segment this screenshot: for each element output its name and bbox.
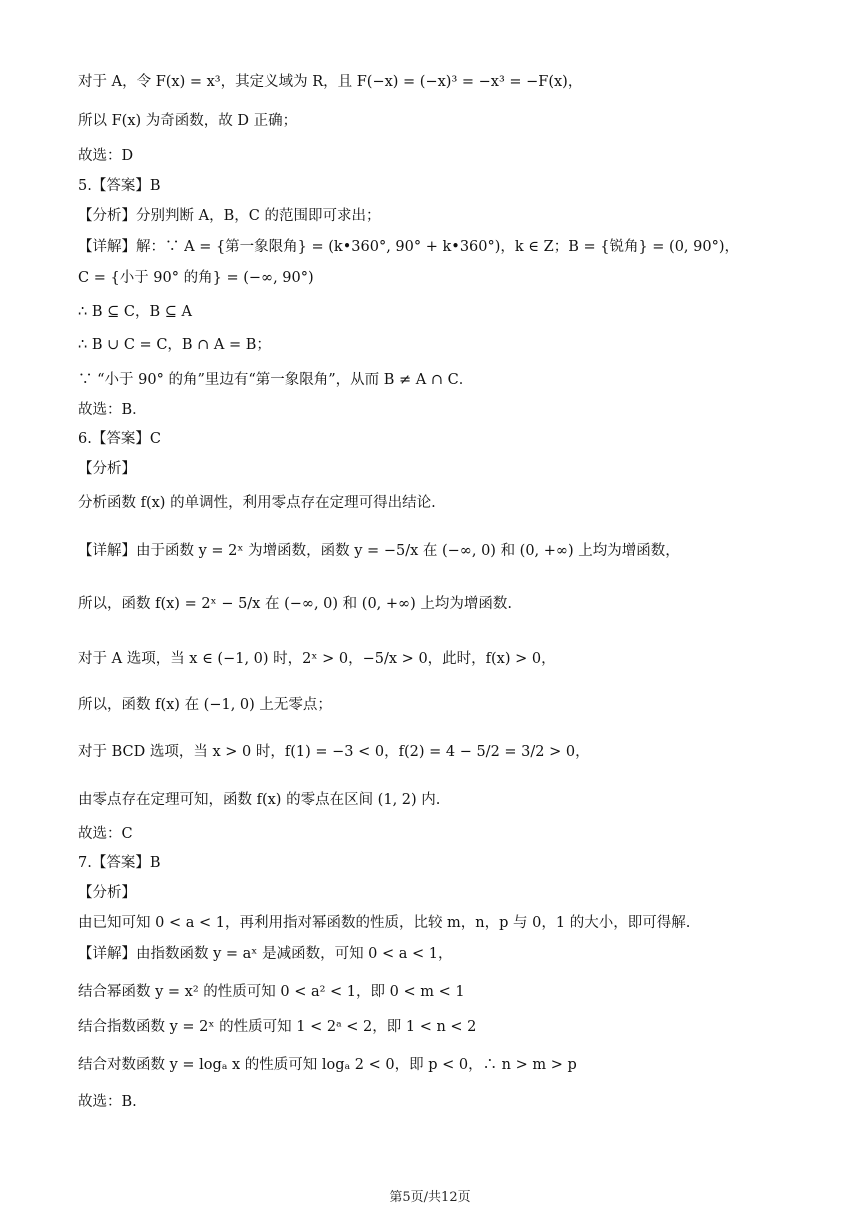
- text-line: 故选：D: [78, 148, 134, 164]
- text-line: 由零点存在定理可知，函数 f(x) 的零点在区间 (1, 2) 内.: [78, 792, 441, 808]
- text-line: 对于 A 选项，当 x ∈ (−1, 0) 时，2ˣ > 0，−5/x > 0，此时，f(x) > 0，: [78, 651, 556, 667]
- text-line: 故选：B.: [78, 1094, 137, 1110]
- text-line: 结合幂函数 y = x² 的性质可知 0 < a² < 1，即 0 < m < 1: [78, 984, 465, 1000]
- text-line: ∴ B ⊆ C，B ⊆ A: [78, 304, 192, 320]
- text-line: 故选：C: [78, 826, 133, 842]
- text-line: 【分析】: [78, 461, 136, 477]
- text-line: 所以，函数 f(x) = 2ˣ − 5/x 在 (−∞, 0) 和 (0, +∞) 上均为增函数.: [78, 596, 512, 612]
- text-line: 【详解】由于函数 y = 2ˣ 为增函数，函数 y = −5/x 在 (−∞, 0) 和 (0, +∞) 上均为增函数，: [78, 543, 680, 559]
- text-line: 所以 F(x) 为奇函数，故 D 正确；: [78, 113, 298, 129]
- text-line: 所以，函数 f(x) 在 (−1, 0) 上无零点；: [78, 697, 332, 713]
- text-line: 由已知可知 0 < a < 1，再利用指对幂函数的性质，比较 m，n，p 与 0，1 的大小，即可得解.: [78, 915, 691, 931]
- question-answer-heading: 5.【答案】B: [78, 178, 161, 194]
- page-number: 第5页/共12页: [389, 1190, 471, 1205]
- text-line: 对于 BCD 选项，当 x > 0 时，f(1) = −3 < 0，f(2) = 4 − 5/2 = 3/2 > 0，: [78, 744, 590, 760]
- text-line: ∴ B ∪ C = C，B ∩ A = B；: [78, 337, 271, 353]
- text-line: 结合指数函数 y = 2ˣ 的性质可知 1 < 2ᵃ < 2，即 1 < n < 2: [78, 1019, 477, 1035]
- text-line: 分析函数 f(x) 的单调性，利用零点存在定理可得出结论.: [78, 495, 436, 511]
- text-line: ∵ “小于 90° 的角”里边有“第一象限角”，从而 B ≠ A ∩ C．: [78, 372, 474, 388]
- text-line: 【分析】分别判断 A，B，C 的范围即可求出；: [78, 208, 381, 224]
- text-line: 【详解】由指数函数 y = aˣ 是减函数，可知 0 < a < 1，: [78, 946, 453, 962]
- text-line: 【详解】解：∵ A = {第一象限角} = (k•360°, 90° + k•360°)，k ∈ Z；B = {锐角} = (0, 90°)，: [78, 239, 740, 255]
- question-answer-heading: 6.【答案】C: [78, 431, 161, 447]
- text-line: 故选：B．: [78, 402, 147, 418]
- text-line: 结合对数函数 y = logₐ x 的性质可知 logₐ 2 < 0，即 p < 0，∴ n > m > p: [78, 1057, 577, 1073]
- text-line: 对于 A，令 F(x) = x³，其定义域为 R，且 F(−x) = (−x)³ = −x³ = −F(x)，: [78, 74, 583, 90]
- question-answer-heading: 7.【答案】B: [78, 855, 161, 871]
- text-line: C = {小于 90° 的角} = (−∞, 90°): [78, 270, 314, 286]
- text-line: 【分析】: [78, 885, 136, 901]
